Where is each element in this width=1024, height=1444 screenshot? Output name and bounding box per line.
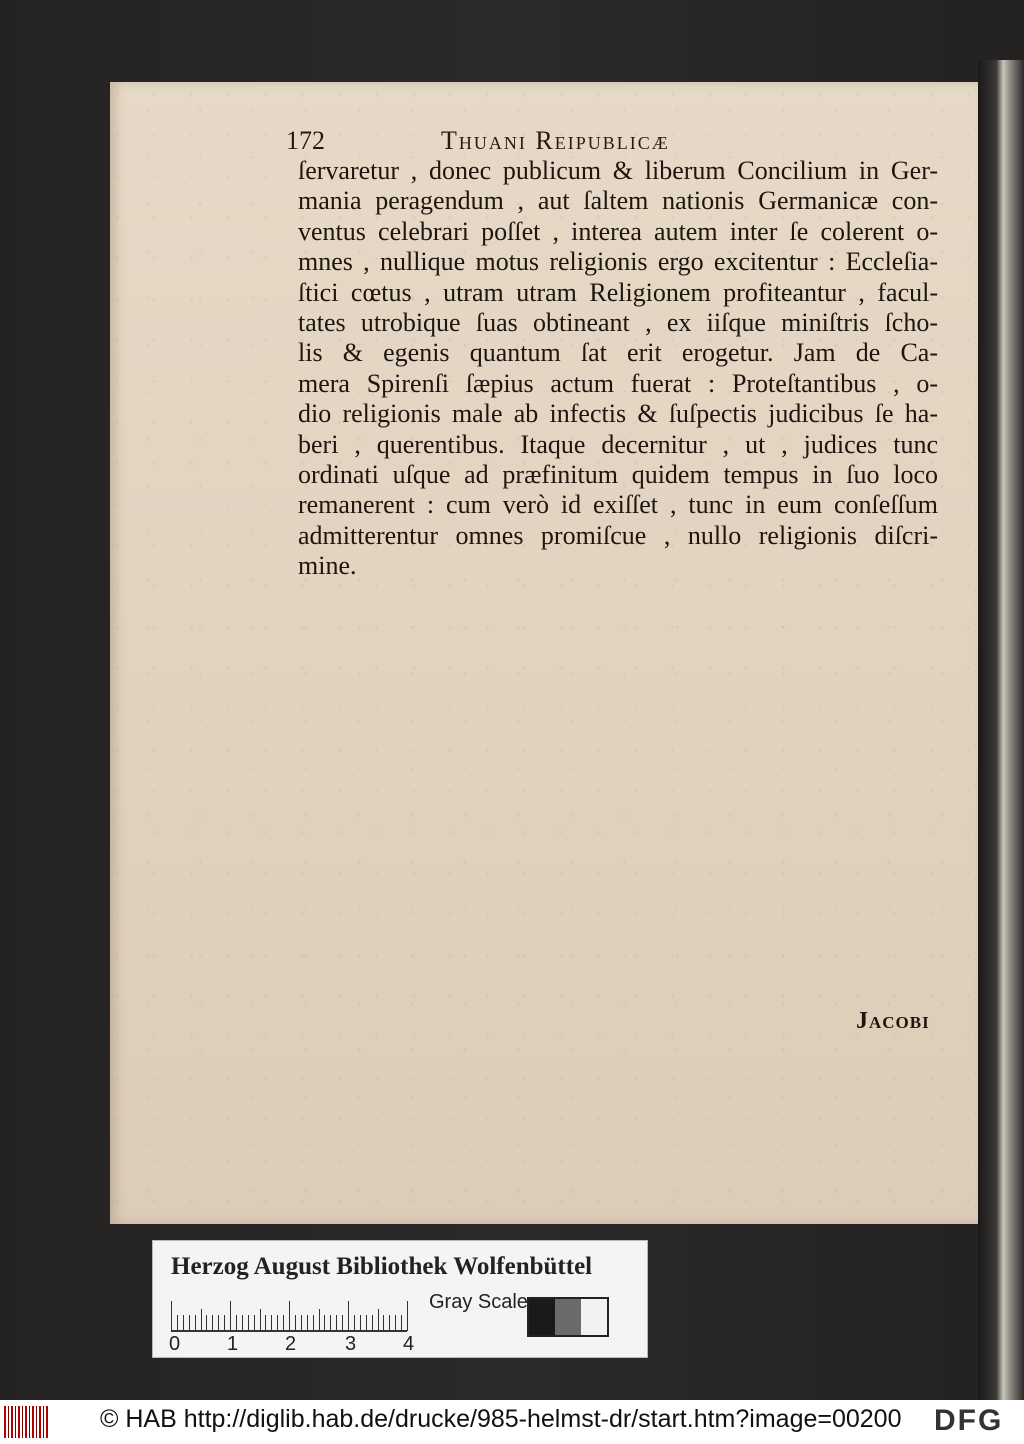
grayscale-strip — [527, 1297, 609, 1337]
ruler-tick — [183, 1315, 184, 1331]
library-label-card — [152, 1240, 648, 1358]
ruler-tick — [372, 1315, 373, 1331]
ruler-tick — [236, 1315, 237, 1331]
ruler-tick — [218, 1315, 219, 1331]
ruler-tick — [307, 1315, 308, 1331]
ruler-tick — [195, 1315, 196, 1331]
ruler-tick — [301, 1315, 302, 1331]
text-line: mania peragendum , aut ſaltem nationis Germanicæ con- — [298, 186, 938, 216]
ruler-tick — [265, 1315, 266, 1331]
ruler-tick — [342, 1315, 343, 1331]
text-line: mera Spirenſi ſæpius actum fuerat : Proteſtantibus , o- — [298, 368, 938, 398]
ruler-tick — [201, 1309, 202, 1331]
library-name: Herzog August Bibliothek Wolfenbüttel — [171, 1253, 593, 1280]
adjacent-page-edge — [978, 60, 1024, 1400]
ruler-tick — [401, 1315, 402, 1331]
ruler-label: 3 — [345, 1333, 357, 1355]
ruler-tick — [189, 1315, 190, 1331]
text-line: remanerent : cum verò id exiſſet , tunc in eum conſeſſum — [298, 490, 938, 520]
ruler-tick — [230, 1301, 231, 1331]
ruler-tick — [260, 1309, 261, 1331]
ruler-tick — [366, 1315, 367, 1331]
ruler-label: 1 — [227, 1333, 239, 1355]
body-text — [298, 156, 938, 581]
text-line: ordinati uſque ad præfinitum quidem tempus in ſuo loco — [298, 459, 938, 489]
grayscale-swatch-mid — [555, 1299, 581, 1335]
text-line: dio religionis male ab infectis & ſuſpectis judicibus ſe ha- — [298, 399, 938, 429]
ruler-tick — [336, 1315, 337, 1331]
text-line: lis & egenis quantum ſat erit erogetur. Jam de Ca- — [298, 338, 938, 368]
catchword: Jacobi — [856, 1008, 930, 1034]
ruler-tick — [324, 1315, 325, 1331]
ruler-tick — [330, 1315, 331, 1331]
text-line: ſervaretur , donec publicum & liberum Concilium in Ger- — [298, 156, 938, 185]
ruler-tick — [271, 1315, 272, 1331]
ruler-tick — [242, 1315, 243, 1331]
copyright-link[interactable]: © HAB http://diglib.hab.de/drucke/985-helmst-dr/start.htm?image=00200 — [100, 1405, 902, 1433]
ruler-tick — [360, 1315, 361, 1331]
text-line: tates utrobique ſuas obtineant , ex iiſque miniſtris ſcho- — [298, 307, 938, 337]
dfg-logo: DFG — [934, 1404, 1004, 1437]
ruler-tick — [378, 1309, 379, 1331]
footer-bar — [0, 1400, 1024, 1444]
text-line: mine. — [298, 551, 357, 581]
ruler-label: 0 — [169, 1333, 181, 1355]
ruler-tick — [277, 1315, 278, 1331]
ruler-tick — [283, 1315, 284, 1331]
ruler-tick — [224, 1315, 225, 1331]
ruler-tick — [313, 1315, 314, 1331]
text-line: mnes , nullique motus religionis ergo excitentur : Eccleſia- — [298, 247, 938, 277]
ruler-tick — [171, 1301, 172, 1331]
ruler-label: 4 — [403, 1333, 415, 1355]
text-line: admitterentur omnes promiſcue , nullo religionis diſcri- — [298, 520, 938, 550]
text-line: ſtici cœtus , utram utram Religionem profiteantur , facul- — [298, 277, 938, 307]
scale-ruler — [171, 1297, 411, 1331]
ruler-tick — [206, 1315, 207, 1331]
text-line: ventus celebrari poſſet , interea autem inter ſe colerent o- — [298, 216, 938, 246]
ruler-tick — [354, 1315, 355, 1331]
ruler-tick — [383, 1315, 384, 1331]
ruler-tick — [212, 1315, 213, 1331]
text-line: beri , querentibus. Itaque decernitur , ut , judices tunc — [298, 429, 938, 459]
ruler-tick — [319, 1309, 320, 1331]
ruler-tick — [177, 1315, 178, 1331]
grayscale-swatch-light — [581, 1299, 607, 1335]
ruler-tick — [395, 1315, 396, 1331]
ruler-tick — [389, 1315, 390, 1331]
ruler-label: 2 — [285, 1333, 297, 1355]
ruler-tick — [254, 1315, 255, 1331]
ruler-tick — [348, 1301, 349, 1331]
ruler-tick — [248, 1315, 249, 1331]
ruler-tick — [289, 1301, 290, 1331]
ruler-tick — [407, 1301, 408, 1331]
running-head — [286, 126, 966, 156]
grayscale-swatch-dark — [529, 1299, 555, 1335]
running-head-title: Thuani Reipublicæ — [441, 126, 670, 155]
hab-logo — [4, 1406, 48, 1438]
page-number: 172 — [286, 126, 325, 155]
ruler-tick — [295, 1315, 296, 1331]
grayscale-label: Gray Scale — [429, 1291, 528, 1313]
